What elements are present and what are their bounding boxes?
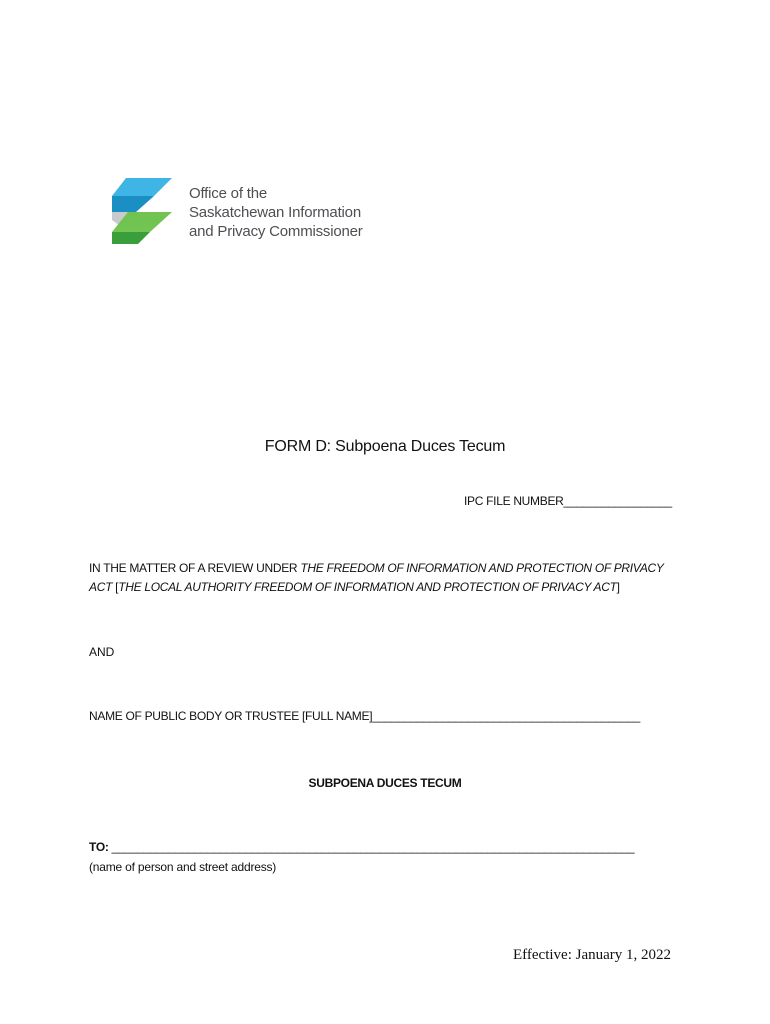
logo-green-dark-shape [112,232,150,244]
public-body-label: NAME OF PUBLIC BODY OR TRUSTEE [FULL NAME] [89,709,373,723]
public-body-blank[interactable]: __________________________________________ [372,709,640,723]
matter-line-2 [89,578,689,597]
form-title: FORM D: Subpoena Duces Tecum [264,438,506,455]
matter-prefix: IN THE MATTER OF A REVIEW UNDER [89,561,301,575]
public-body-field[interactable] [89,709,640,723]
to-field[interactable] [89,840,634,854]
matter-act-2: THE LOCAL AUTHORITY FREEDOM OF INFORMATION AND PROTECTION OF PRIVACY ACT [118,580,617,594]
matter-bracket-open: [ [112,580,119,594]
effective-date: Effective: January 1, 2022 [513,947,672,963]
matter-statement [89,559,689,597]
logo-blue-shape [112,178,172,196]
logo-line-1: Office of the [189,185,268,202]
ipc-logo-icon [108,176,178,246]
logo-blue-dark-shape [112,196,154,212]
to-caption: (name of person and street address) [89,860,277,874]
subpoena-heading: SUBPOENA DUCES TECUM [308,776,462,790]
logo-line-2: Saskatchewan Information [189,204,361,221]
file-number-blank[interactable]: _________________ [563,494,672,508]
matter-act-1-end: ACT [89,580,113,594]
matter-act-1: THE FREEDOM OF INFORMATION AND PROTECTION OF PRIVACY [300,561,664,575]
to-blank[interactable]: __________________________________________________________________________________ [108,840,635,854]
logo-line-3: and Privacy Commissioner [189,223,363,240]
and-text: AND [89,645,115,659]
matter-bracket-close: ] [616,580,620,594]
to-label: TO: [89,840,109,854]
file-number-field[interactable] [464,494,672,508]
matter-line-1 [89,559,689,578]
file-number-label: IPC FILE NUMBER [464,494,564,508]
logo-wordmark [189,184,363,241]
